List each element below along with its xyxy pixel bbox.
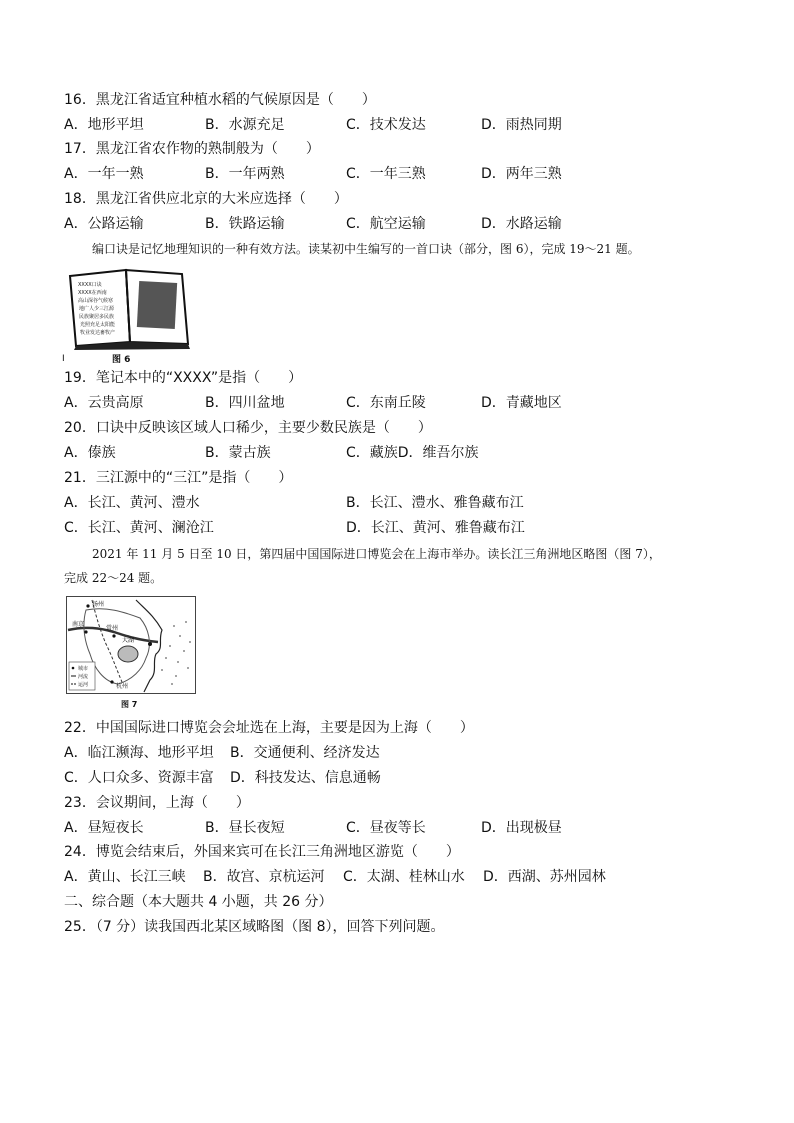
- intro-paragraph-22-24-cont: 完成 22～24 题。: [64, 571, 163, 585]
- q21-option-d: D．长江、黄河、雅鲁藏布江: [346, 520, 525, 536]
- q17-option-b: B．一年两熟: [205, 166, 285, 182]
- q23-option-c: C．昼夜等长: [346, 820, 426, 836]
- q23-option-a: A．昼短夜长: [64, 820, 144, 836]
- q22-option-a: A．临江濒海、地形平坦: [64, 745, 214, 761]
- q21-option-b: B．长江、澧水、雅鲁藏布江: [346, 495, 524, 511]
- question-24-stem: 24．博览会结束后，外国来宾可在长江三角洲地区游览（ ）: [64, 844, 460, 860]
- q16-option-b: B．水源充足: [205, 117, 285, 133]
- q24-option-b: B．故宫、京杭运河: [203, 869, 325, 885]
- question-23-stem: 23．会议期间，上海（ ）: [64, 795, 250, 811]
- question-20-stem: 20．口诀中反映该区域人口稀少，主要少数民族是（ ）: [64, 420, 432, 436]
- legend-river: 河流: [78, 674, 89, 680]
- svg-text:XXXX在西南: XXXX在西南: [78, 290, 107, 296]
- question-22-stem: 22．中国国际进口博览会会址选在上海，主要是因为上海（ ）: [64, 720, 474, 736]
- intro-paragraph-22-24: 2021 年 11 月 5 日至 10 日，第四届中国国际进口博览会在上海市举办。读长江三角洲地区略图（图 7），: [92, 547, 661, 561]
- q20-option-a: A．傣族: [64, 445, 116, 461]
- q21-option-c: C．长江、黄河、澜沧江: [64, 520, 214, 536]
- q18-option-b: B．铁路运输: [205, 216, 285, 232]
- q18-option-a: A．公路运输: [64, 216, 144, 232]
- legend-canal: 运河: [78, 682, 89, 688]
- q23-option-b: B．昼长夜短: [205, 820, 285, 836]
- q17-option-d: D．两年三熟: [481, 166, 562, 182]
- question-18-stem: 18．黑龙江省供应北京的大米应选择（ ）: [64, 191, 348, 207]
- question-25-stem: 25．（7 分）读我国西北某区域略图（图 8），回答下列问题。: [64, 919, 445, 935]
- svg-text:高山深谷气候寒: 高山深谷气候寒: [78, 298, 114, 304]
- q22-option-b: B．交通便利、经济发达: [230, 745, 380, 761]
- q17-option-a: A．一年一熟: [64, 166, 144, 182]
- q20-option-b: B．蒙古族: [205, 445, 271, 461]
- svg-text:XXXX口诀: XXXX口诀: [78, 282, 102, 288]
- map-label-yangzhou: 扬州: [92, 601, 105, 608]
- q24-option-a: A．黄山、长江三峡: [64, 869, 186, 885]
- q16-option-c: C．技术发达: [346, 117, 426, 133]
- section-2-heading: 二、综合题（本大题共 4 小题，共 26 分）: [64, 894, 333, 910]
- map-label-hangzhou: 杭州: [116, 683, 129, 690]
- map-label-nanjing: 南京: [72, 621, 85, 628]
- question-21-stem: 21．三江源中的“三江”是指（ ）: [64, 470, 293, 486]
- q24-option-d: D．西湖、苏州园林: [483, 869, 606, 885]
- figure-7-map: [66, 596, 196, 694]
- q19-option-a: A．云贵高原: [64, 395, 144, 411]
- q22-option-c: C．人口众多、资源丰富: [64, 770, 214, 786]
- q19-option-c: C．东南丘陵: [346, 395, 426, 411]
- svg-text:牧业发达畜牧产: 牧业发达畜牧产: [80, 330, 116, 336]
- q23-option-d: D．出现极昼: [481, 820, 562, 836]
- question-16-stem: 16．黑龙江省适宜种植水稻的气候原因是（ ）: [64, 92, 376, 108]
- svg-text:地广人少三江源: 地广人少三江源: [79, 306, 115, 312]
- q24-option-c: C．太湖、桂林山水: [343, 869, 465, 885]
- svg-text:光照充足太阳能: 光照充足太阳能: [80, 322, 116, 328]
- q22-option-d: D．科技发达、信息通畅: [230, 770, 381, 786]
- question-17-stem: 17．黑龙江省农作物的熟制般为（ ）: [64, 141, 320, 157]
- intro-paragraph-19-21: 编口诀是记忆地理知识的一种有效方法。读某初中生编写的一首口诀（部分，图 6），完成 19～21 题。: [92, 242, 640, 256]
- figure-7-caption: 图 7: [121, 700, 138, 709]
- map-label-changzhou: 常州: [106, 625, 119, 632]
- q19-option-d: D．青藏地区: [481, 395, 562, 411]
- q21-option-a: A．长江、黄河、澧水: [64, 495, 200, 511]
- svg-text:民族聚居多民族: 民族聚居多民族: [79, 314, 115, 320]
- legend-city: 城市: [78, 666, 89, 672]
- q16-option-a: A．地形平坦: [64, 117, 144, 133]
- q17-option-c: C．一年三熟: [346, 166, 426, 182]
- question-19-stem: 19．笔记本中的“XXXX”是指（ ）: [64, 370, 303, 386]
- q18-option-d: D．水路运输: [481, 216, 562, 232]
- q16-option-d: D．雨热同期: [481, 117, 562, 133]
- figure-6-corner-mark: Ⅰ: [62, 354, 65, 364]
- q18-option-c: C．航空运输: [346, 216, 426, 232]
- figure-6-notebook: [64, 266, 194, 350]
- figure-6-caption: 图 6: [112, 355, 131, 365]
- map-label-taihu: 大湖: [122, 637, 135, 644]
- q20-option-cd: C．藏族D．维吾尔族: [346, 445, 479, 461]
- q19-option-b: B．四川盆地: [205, 395, 285, 411]
